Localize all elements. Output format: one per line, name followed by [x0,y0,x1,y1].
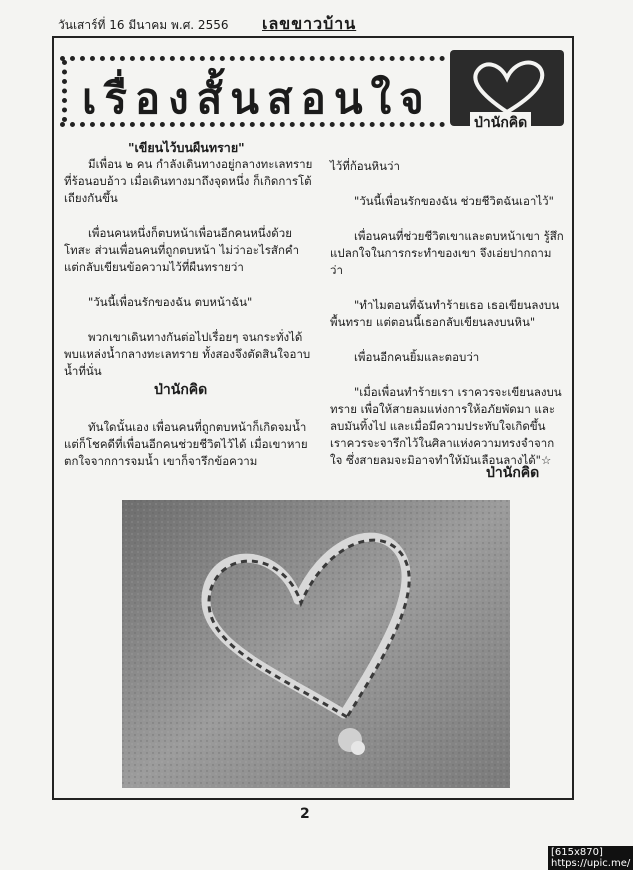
story-signature-end: ป่านักคิด [486,465,540,481]
story-paragraph: เพื่อนอีกคนยิ้มและตอบว่า [354,350,480,364]
banner-dot-border-left [62,60,67,122]
story-paragraph: พวกเขาเดินทางกันต่อไปเรื่อยๆ จนกระทั่งได้พบแหล่งน้ำกลางทะเลทราย ทั้งสองจึงตัดสินใจอาบน้ำที่นั่น [64,330,311,378]
story-paragraph: "เมื่อเพื่อนทำร้ายเรา เราควรจะเขียนลงบนทราย เพื่อให้สายลมแห่งการให้อภัยพัดมา และลบมันทิ้งไป และเมื่อมีความประทับใจเกิดขึ้น เราควรจะจารึกไว้ในศิลาแห่งความทรงจำจากใจ ซึ่งสายลมจะมิอาจทำให้มันเลือนลางได้"☆ [330,385,562,467]
story-paragraph: เพื่อนคนที่ช่วยชีวิตเขาและตบหน้าเขา รู้สึกแปลกใจในการกระทำของเขา จึงเอ่ยปากถามว่า [330,229,564,277]
issue-date: วันเสาร์ที่ 16 มีนาคม พ.ศ. 2556 [58,18,229,32]
banner-dot-border-top [60,56,445,61]
masthead: เลขขาวบ้าน [262,14,357,33]
story-title: "เขียนไว้บนผืนทราย" [128,140,245,155]
story-right-column [330,158,564,482]
sand-heart-icon [122,500,510,788]
story-signature-mid: ป่านักคิด [154,382,208,398]
banner-signature: ป่านักคิด [470,112,531,134]
story-left-column [64,140,314,488]
story-paragraph: "วันนี้เพื่อนรักของฉัน ช่วยชีวิตฉันเอาไว้" [354,194,554,208]
story-paragraph: ทันใดนั้นเอง เพื่อนคนที่ถูกตบหน้าก็เกิดจมน้ำ แต่ก็โชคดีที่เพื่อนอีกคนช่วยชีวิตไว้ได้ เมื่อเขาหายตกใจจากการจมน้ำ เขาก็จารึกข้อความ [64,420,308,468]
story-paragraph: "ทำไมตอนที่ฉันทำร้ายเธอ เธอเขียนลงบนพื้นทราย แต่ตอนนี้เธอกลับเขียนลงบนหิน" [330,298,560,329]
watermark: [615x870] https://upic.me/ [548,846,633,870]
story-paragraph: เพื่อนคนหนึ่งก็ตบหน้าเพื่อนอีกคนหนึ่งด้วยโทสะ ส่วนเพื่อนคนที่ถูกตบหน้า ไม่ว่าอะไรสักคำ แต่กลับเขียนข้อความไว้ที่ผืนทรายว่า [64,226,300,274]
sand-heart-photo [122,500,510,788]
banner-title: เรื่องสั้นสอนใจ [82,74,432,123]
story-paragraph: มีเพื่อน ๒ คน กำลังเดินทางอยู่กลางทะเลทรายที่ร้อนอบอ้าว เมื่อเดินทางมาถึงจุดหนึ่ง ก็เกิดการโต้เถียงกันขึ้น [64,157,313,205]
story-paragraph: ไว้ที่ก้อนหินว่า [330,159,400,173]
page-number: 2 [300,806,310,822]
story-paragraph: "วันนี้เพื่อนรักของฉัน ตบหน้าฉัน" [88,295,253,309]
